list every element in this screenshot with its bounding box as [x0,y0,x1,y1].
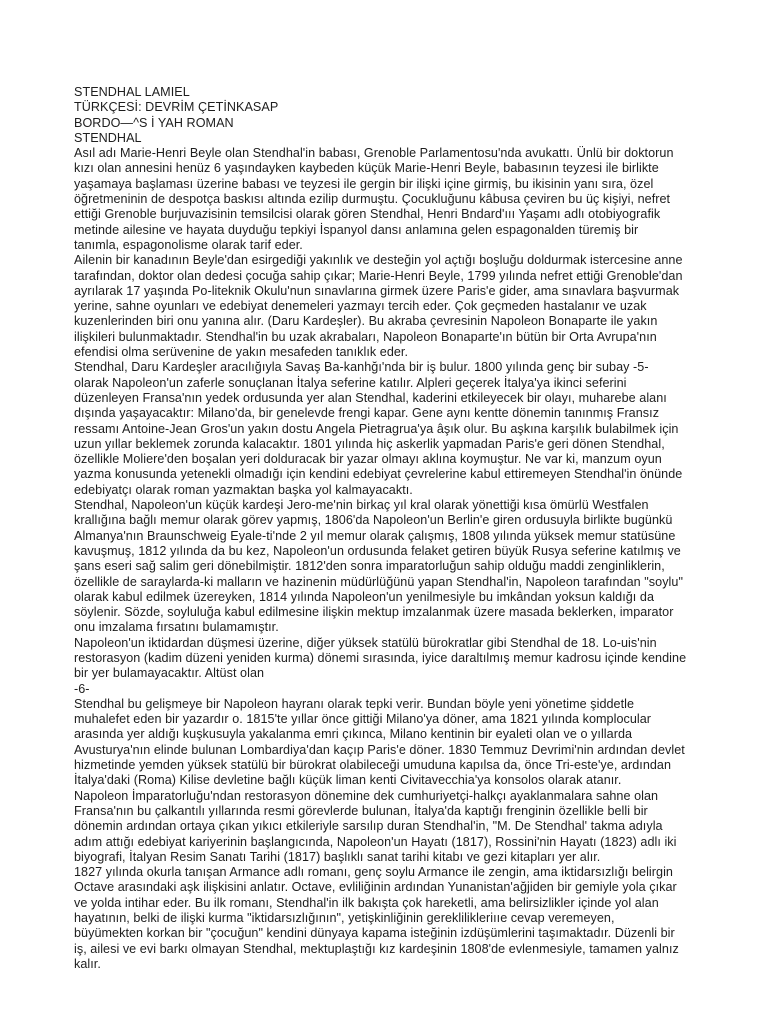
text-line: hayatının, belki de ilişki kurma "iktidarsızlığının", yetişkinliğinin gereklilikleriııe cevap veremeyen, [74,911,615,926]
text-line: ayrılarak 17 yaşında Po-liteknik Okulu'nun sınavlarına girmek üzere Paris'e gider, ama sınavlara başvurmak [74,283,680,298]
text-line: Avusturya'nın elinde bulunan Lombardiya'dan kaçıp Paris'e döner. 1830 Temmuz Devrimi'nin ardından devlet [74,742,685,757]
text-line: kuzenlerinden biri onu yanına alır. (Daru Kardeşler). Bu akraba çevresinin Napoleon Bonaparte ile yakın [74,314,658,329]
text-line: Stendhal, Daru Kardeşler aracılığıyla Savaş Ba-kanhğı'nda bir iş bulur. 1800 yılında genç bir subay -5- [74,360,649,375]
text-line: öğretmeninin de despotça baskısı altında ezilip durmuştu. Çocukluğunu kâbusa çeviren bu üç kişiyi, nefret [74,192,671,207]
text-line: krallığına bağlı memur olarak görev yapmış, 1806'da Napoleon'un Berlin'e giren ordusuyla birlikte bugünkü [74,513,673,528]
paragraph [74,865,698,972]
text-line: ettiği Grenoble burjuvazisinin temsilcisi olarak gören Stendhal, Henri Bndard'ııı Yaşamı adlı otobiyografik [74,207,661,222]
text-line: dönemin ardından ortaya çıkan yıkıcı etkileriyle sarsılıp duran Stendhal'in, "M. De Stendhal' takma adıyla [74,819,663,834]
text-line: onu imzalama fırsatını bulamamıştır. [74,620,279,635]
text-line: muhalefet eden bir yazardır o. 1815'te yıllar önce gittiği Milano'ya döner, ama 1821 yılında komplocular [74,712,652,727]
text-line: düzenleyen Fransa'nın yedek ordusunda yer alan Stendhal, kaderini etkileyecek bir olayı, muharebe alanı [74,390,667,405]
text-line: Almanya'nın Braunschweig Eyale-ti'nde 2 yıl memur olarak çalışmış, 1808 yılında yüksek memur statüsüne [74,528,676,543]
text-line: Napoleon İmparatorluğu'ndan restorasyon dönemine dek cumhuriyetçi-halkçı ayaklanmalara sahne olan [74,788,659,803]
document-page [74,85,698,972]
text-line: dışında yaşayacaktır: Milano'da, bir genelevde frengi kapar. Gene aynı kentte dönemin tanınmış Fransız [74,406,660,421]
text-line: kavuşmuş, 1812 yılında da bu kez, Napoleon'un ordusunda felaket getiren büyük Rusya seferine katılmış ve [74,543,681,558]
text-line: olarak kabul edilmek üzereyken, 1814 yılında Napoleon'un yenilmesiyle bu imkândan yoksun kaldığı da [74,589,655,604]
text-line: adım attığı edebiyat kariyerinin başlangıcında, Napoleon'un Hayatı (1817), Rossini'nin Hayatı (1823) adlı iki [74,834,677,849]
text-line: özellikle Moliere'den boşalan yeri dolduracak bir yazar olmayı aklına koymuştur. Ne var ki, manzum oyun [74,452,662,467]
text-line: biyografi, İtalyan Resim Sanatı Tarihi (1817) başlıklı sanat tarihi kitabı ve gezi kitapları yer alır. [74,849,601,864]
text-line: ve yolda intihar eder. Bu ilk romanı, Stendhal'in ilk bakışta çok hareketli, ama belirsizlikler içinde yol alan [74,895,659,910]
text-line: yazma konusunda yetenekli olmadığı için kendini edebiyat çevrelerine kabul ettiremeyen Stendhal'in önünde [74,467,683,482]
text-line: yaşamaya başlaması üzerine babası ve teyzesi ile gergin bir ilişki içine girmiş, bu ikisinin yanı sıra, özel [74,176,654,191]
text-line: arasında yer aldığı kuşkusuyla yakalanma emri çıkınca, Milano kentinin bir eyaleti olan ve o yıllarda [74,727,633,742]
text-line: uzun yıllar beklemek zorunda kalacaktır. 1801 yılında hiç askerlik yapmadan Paris'e geri dönen Stendhal, [74,436,665,451]
paragraph [74,360,698,498]
text-line: Stendhal bu gelişmeye bir Napoleon hayranı olarak tepki verir. Bundan böyle yeni yönetime şiddetle [74,696,635,711]
text-line: şans eseri sağ salim geri dönebilmiştir. 1812'den sonra imparatorluğun sahip olduğu maddi zenginliklerin, [74,559,665,574]
text-line: olarak Napoleon'un zaferle sonuçlanan İtalya seferine katılır. Alpleri geçerek İtalya'ya ikinci seferini [74,375,627,390]
text-line: metinde ailesine ve hayata duyduğu tepkiyi İspanyol dansı anlamına gelen espagonalden türemiş bir [74,222,639,237]
text-line: Stendhal, Napoleon'un küçük kardeşi Jero-me'nin birkaç yıl kral olarak yönettiği kısa ömürlü Westfalen [74,498,649,513]
paragraph [74,789,698,865]
translator-line: TÜRKÇESİ: DEVRİM ÇETİNKASAP [74,100,279,115]
text-line: 1827 yılında okurla tanışan Armance adlı romanı, genç soylu Armance ile zengin, ama iktidarsızlığı belirgin [74,865,673,880]
text-line: ressamı Antoine-Jean Gros'un yakın dostu Angela Pietragrua'ya âşık olur. Bu aşkına karşılık bulabilmek için [74,421,679,436]
text-line: Ailenin bir kanadının Beyle'dan esirgediği yakınlık ve desteğin yol açtığı boşluğu doldurmak istercesine anne [74,253,683,268]
text-line: iş, ailesi ve evi barkı olmayan Stendhal, mektuplaştığı kız kardeşinin 1808'de evlenmesiyle, tamamen yalnız [74,941,679,956]
text-line: İtalya'daki (Roma) Kilise devletine bağlı küçük liman kenti Civitavecchia'ya konsolos olarak atanır. [74,773,622,788]
text-line: edebiyatçı olarak roman yazmaktan başka yol kalmayacaktı. [74,482,413,497]
series-line: BORDO—^S İ YAH ROMAN [74,115,234,130]
text-line: tanımla, espagonolisme olarak tarif eder. [74,237,303,252]
paragraph [74,146,698,253]
text-line: restorasyon (kadim düzeni yeniden kurma) dönemi sırasında, iyice daraltılmış memur kadrosu içinde kendine [74,650,687,665]
text-line: bir yer bulamayacaktır. Altüst olan [74,666,265,681]
text-line: özellikle de saraylarda-ki malların ve hazinenin müdürlüğünü yapan Stendhal'in, Napoleon tarafından "soylu" [74,574,683,589]
text-line: tarafından, doktor olan dedesi çocuğa sahip çıkar; Marie-Henri Beyle, 1799 yılında nefret ettiği Grenoble'dan [74,268,683,283]
body-text [74,146,698,972]
paragraph [74,253,698,360]
book-title-line: STENDHAL LAMIEL [74,85,190,99]
text-line: kızı olan annesini henüz 6 yaşındayken kaybeden küçük Marie-Henri Beyle, babasının teyzesi ile birlikte [74,161,659,176]
paragraph [74,636,698,789]
text-line: Octave arasındaki aşk ilişkisini anlatır. Octave, evliliğinin ardından Yunanistan'ağjiden bir gemiyle yola çıkar [74,880,677,895]
text-line: -6- [74,681,90,696]
text-line: Fransa'nın bu çalkantılı yıllarında resmi görevlerde bulunan, İtalya'da kaptığı frenginin özellikle belli bir [74,803,648,818]
text-line: hizmetinde yemden yüksek statülü bir bürokrat olabileceği umuduna kapılsa da, önce Tri-este'ye, ardından [74,758,672,773]
text-line: kalır. [74,956,101,971]
text-line: Napoleon'un iktidardan düşmesi üzerine, diğer yüksek statülü bürokratlar gibi Stendhal de 18. Lo-uis'nin [74,635,657,650]
paragraph [74,498,698,636]
text-line: büyümekten korkan bir "çocuğun" kendini dünyaya kapama isteğinin izdüşümlerini taşımaktadır. Düzenli bir [74,926,675,941]
text-line: yerine, sahne oyunları ve edebiyat denemeleri yazmayı tercih eder. Çok geçmeden hastalanır ve uzak [74,299,647,314]
author-line: STENDHAL [74,130,142,145]
text-line: Asıl adı Marie-Henri Beyle olan Stendhal'in babası, Grenoble Parlamentosu'nda avukattı. Ünlü bir doktorun [74,146,674,161]
text-line: efendisi olma serüvenine de yakın mesafeden tanıklık eder. [74,345,409,360]
text-line: ilişkileri bulunmaktadır. Stendhal'in bu uzak akrabaları, Napoleon Bonaparte'ın bütün bir Orta Avrupa'nın [74,329,657,344]
text-line: söylenir. Sözde, soyluluğa kabul edilmesine ilişkin mektup imzalanmak üzere masada beklerken, imparator [74,605,674,620]
